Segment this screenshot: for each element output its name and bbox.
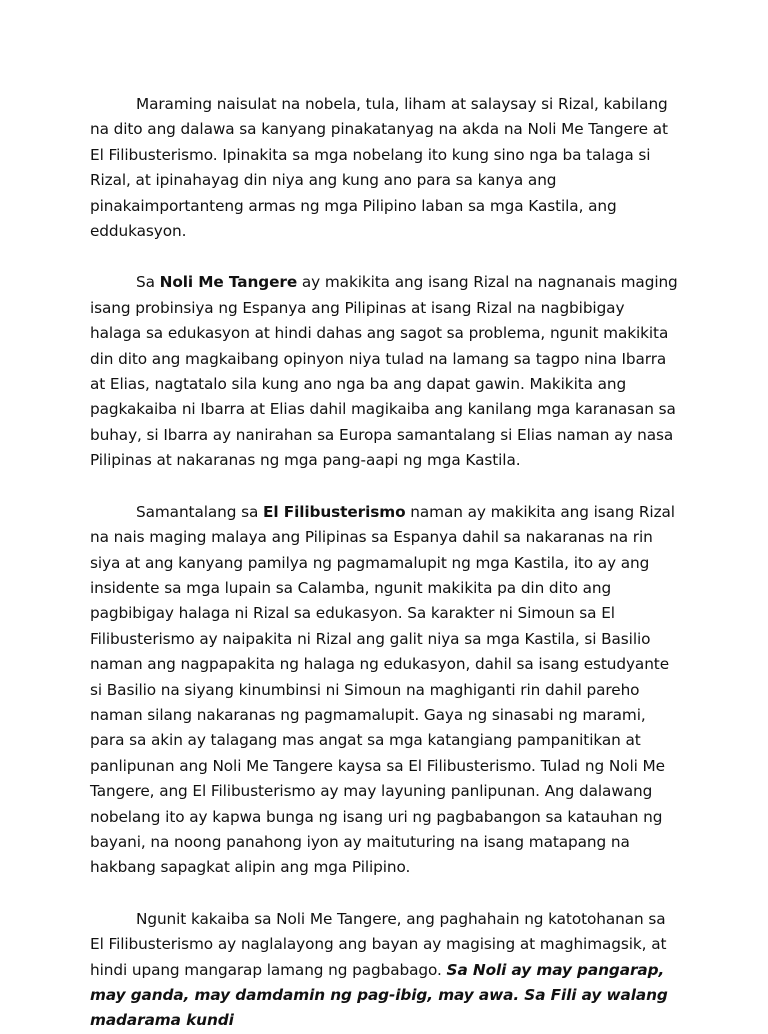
paragraph-3-bold-title: El Filibusterismo	[263, 502, 406, 521]
paragraph-2	[90, 270, 678, 473]
document-body	[90, 92, 678, 1034]
paragraph-4-bold-italic: Sa Noli ay may pangarap, may ganda, may damdamin ng pag-ibig, may awa. Sa Fili ay walang madarama kundi	[90, 960, 668, 1030]
paragraph-1	[90, 92, 678, 244]
paragraph-4-text: Ngunit kakaiba sa Noli Me Tangere, ang paghahain ng katotohanan sa El Filibusterismo ay naglalayong ang bayan ay magising at maghimagsik, at hindi upang mangarap lamang ng pagbabago.	[90, 909, 667, 979]
paragraph-2-text: ay makikita ang isang Rizal na nagnanais maging isang probinsiya ng Espanya ang Pilipinas at isang Rizal na nagbibigay halaga sa edukasyon at hindi dahas ang sagot sa problema, ngunit makikita din dito ang magkaibang opinyon niya tulad na lamang sa tagpo nina Ibarra at Elias, nagtatalo sila kung ano nga ba ang dapat gawin. Makikita ang pagkakaiba ni Ibarra at Elias dahil magikaiba ang kanilang mga karanasan sa buhay, si Ibarra ay nanirahan sa Europa samantalang si Elias naman ay nasa Pilipinas at nakaranas ng mga pang-aapi ng mga Kastila.	[90, 273, 678, 470]
paragraph-3	[90, 500, 678, 881]
paragraph-3-lead: Samantalang sa	[136, 502, 264, 521]
paragraph-4	[90, 907, 678, 1034]
paragraph-2-lead: Sa	[136, 273, 160, 292]
paragraph-2-bold-title: Noli Me Tangere	[159, 273, 298, 292]
paragraph-3-text: naman ay makikita ang isang Rizal na nais maging malaya ang Pilipinas sa Espanya dahil sa nakaranas na rin siya at ang kanyang pamilya ng pagmamalupit ng mga Kastila, ito ay ang insidente sa mga lupain sa Calamba, ngunit makikita pa din dito ang pagbibigay halaga ni Rizal sa edukasyon. Sa karakter ni Simoun sa El Filibusterismo ay naipakita ni Rizal ang galit niya sa mga Kastila, si Basilio naman ang nagpapakita ng halaga ng edukasyon, dahil sa isang estudyante si Basilio na siyang kinumbinsi ni Simoun na maghiganti rin dahil pareho naman silang nakaranas ng pagmamalupit. Gaya ng sinasabi ng marami, para sa akin ay talagang mas angat sa mga katangiang pampanitikan at panlipunan ang Noli Me Tangere kaysa sa El Filibusterismo. Tulad ng Noli Me Tangere, ang El Filibusterismo ay may layuning panlipunan. Ang dalawang nobelang ito ay kapwa bunga ng isang uri ng pagbabangon sa katauhan ng bayani, na noong panahong iyon ay maituturing na isang matapang na hakbang sapagkat alipin ang mga Pilipino.	[90, 502, 675, 877]
paragraph-1-text: Maraming naisulat na nobela, tula, liham at salaysay si Rizal, kabilang na dito ang dalawa sa kanyang pinakatanyag na akda na Noli Me Tangere at El Filibusterismo. Ipinakita sa mga nobelang ito kung sino nga ba talaga si Rizal, at ipinahayag din niya ang kung ano para sa kanya ang pinakaimportanteng armas ng mga Pilipino laban sa mga Kastila, ang eddukasyon.	[90, 95, 668, 241]
